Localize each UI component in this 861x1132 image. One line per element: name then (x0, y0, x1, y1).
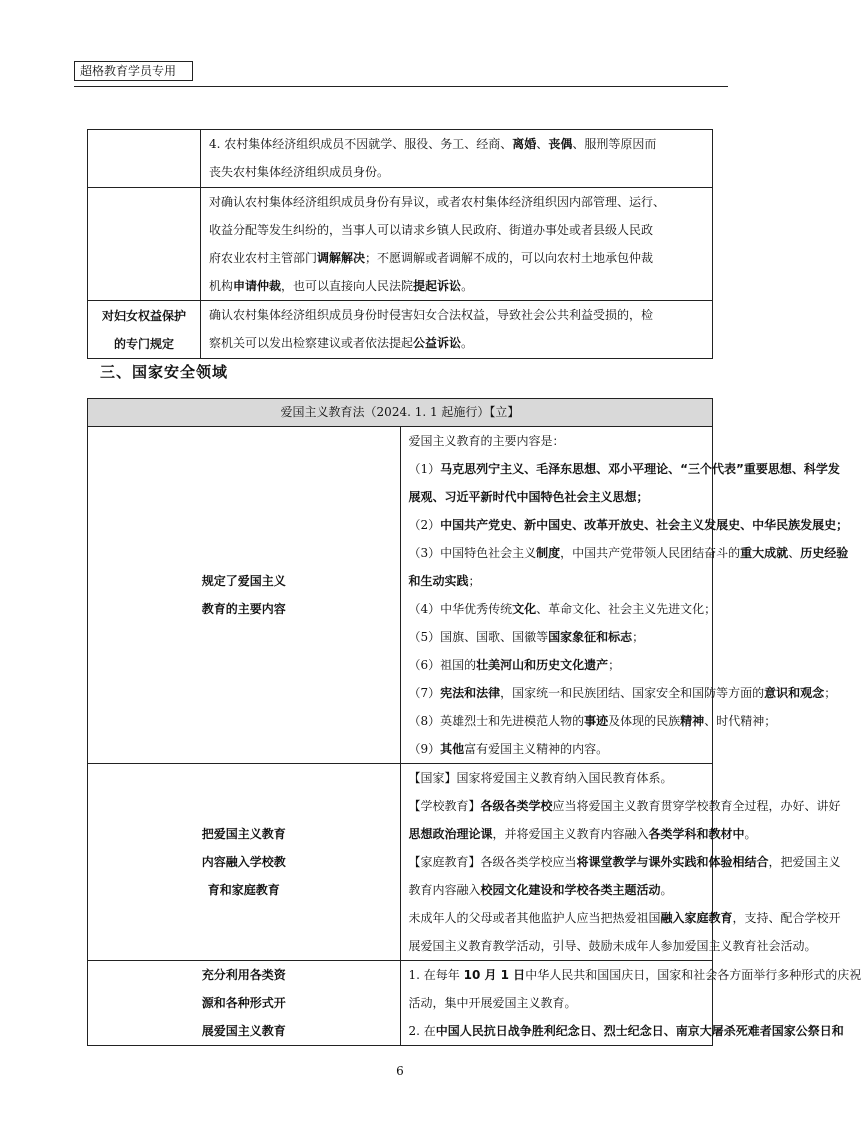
label-line: 教育的主要内容 (201, 602, 286, 616)
text-line (408, 455, 840, 483)
text-run: ； (468, 574, 481, 588)
text-run: 富有爱国主义精神的内容。 (464, 742, 609, 756)
bold-text: 事迹 (584, 714, 609, 728)
table-row (88, 427, 713, 764)
section-heading: 三、国家安全领域 (100, 363, 229, 381)
text-line (209, 244, 706, 272)
text-line (408, 539, 849, 567)
text-line (409, 483, 707, 511)
label-line: 对妇女权益保护 (101, 308, 186, 323)
text-run: 确认农村集体经济组织成员身份时侵害妇女合法权益，导致社会公共利益受损的，检 (209, 308, 654, 322)
text-run: 。 (660, 883, 673, 897)
text-run: （5）国旗、国歌、国徽等 (408, 630, 549, 644)
text-run: 、时代精神； (704, 714, 777, 728)
text-run: ，国家统一和民族团结、国家安全和国防等方面的 (500, 686, 765, 700)
row-content (400, 427, 849, 764)
bold-text: 各级各类学校 (480, 799, 553, 813)
bold-text: 其他 (440, 742, 465, 756)
bold-text: 制度 (536, 546, 561, 560)
text-run: 爱国主义教育的主要内容是： (408, 434, 565, 448)
text-run: ，并将爱国主义教育内容融入 (492, 827, 649, 841)
text-run: 、 (788, 546, 801, 560)
bold-text: 重大成就 (740, 546, 789, 560)
text-run: 对确认农村集体经济组织成员身份有异议，或者农村集体经济组织因内部管理、运行、 (209, 195, 666, 209)
bold-text: 调解解决 (317, 251, 366, 265)
row-label (88, 130, 201, 188)
label-line: 把爱国主义教育 (201, 827, 286, 841)
text-line (408, 848, 841, 876)
text-run: ； (608, 658, 621, 672)
bold-text: 展观、习近平新时代中国特色社会主义思想； (408, 490, 649, 504)
text-run: （1） (408, 462, 441, 476)
label-line: 的专门规定 (113, 336, 174, 351)
bold-text: 校园文化建设和学校各类主题活动 (480, 883, 661, 897)
text-run: ，中国共产党带领人民团结奋斗的 (560, 546, 741, 560)
text-run: （6）祖国的 (408, 658, 477, 672)
text-run: 、 (536, 137, 549, 151)
text-run: 府农业农村主管部门 (209, 251, 318, 265)
bold-text: 国家象征和标志 (548, 630, 633, 644)
text-run: 活动，集中开展爱国主义教育。 (408, 996, 577, 1010)
text-run: 及体现的民族 (608, 714, 681, 728)
text-line (409, 764, 707, 792)
text-run: 展爱国主义教育教学活动，引导、鼓励未成年人参加爱国主义教育社会活动。 (408, 939, 817, 953)
bold-text: 10 月 1 日 (463, 968, 526, 982)
text-line (409, 651, 707, 679)
text-run: 应当将爱国主义教育贯穿学校教育全过程，办好、讲好 (552, 799, 841, 813)
text-run: 【家庭教育】各级各类学校应当 (408, 855, 577, 869)
text-run: 。 (744, 827, 757, 841)
text-run: 机构 (209, 279, 234, 293)
text-run: 2. 在 (408, 1024, 436, 1038)
table-row (88, 764, 713, 961)
text-line (409, 427, 707, 455)
text-line (409, 989, 707, 1017)
document-header-label: 超格教育学员专用 (74, 61, 193, 81)
table-row (88, 961, 713, 1046)
text-run: 中华人民共和国国庆日，国家和社会各方面举行多种形式的庆祝 (525, 968, 861, 982)
row-label (88, 764, 401, 961)
bold-text: 思想政治理论课 (408, 827, 493, 841)
text-run: ，也可以直接向人民法院 (281, 279, 414, 293)
row-content (201, 188, 713, 301)
header-rule (74, 86, 728, 87)
table-row (88, 188, 713, 301)
label-line: 源和各种形式开 (201, 996, 286, 1010)
text-line (408, 679, 837, 707)
bold-text: 中国人民抗日战争胜利纪念日、烈士纪念日、南京大屠杀死难者国家公祭日和 (435, 1024, 844, 1038)
text-run: 察机关可以发出检察建议或者依法提起 (209, 336, 414, 350)
text-run: 1. 在每年 (408, 968, 464, 982)
text-run: 。 (461, 336, 474, 350)
text-line (209, 188, 706, 216)
text-line (209, 158, 706, 186)
label-line: 内容融入学校教 (201, 855, 286, 869)
text-line (209, 329, 706, 357)
text-run: （7） (408, 686, 441, 700)
label-line: 规定了爱国主义 (201, 574, 286, 588)
text-run: 未成年人的父母或者其他监护人应当把热爱祖国 (408, 911, 661, 925)
row-label (88, 427, 401, 764)
text-run: （3）中国特色社会主义 (408, 546, 537, 560)
text-run: 【国家】国家将爱国主义教育纳入国民教育体系。 (408, 771, 673, 785)
text-run: 收益分配等发生纠纷的，当事人可以请求乡镇人民政府、街道办事处或者县级人民政 (209, 223, 654, 237)
text-line (408, 595, 717, 623)
row-label (88, 961, 401, 1046)
patriotic-education-table (87, 398, 861, 1046)
row-content (201, 130, 713, 188)
bold-text: 马克思列宁主义、毛泽东思想、邓小平理论、“三个代表”重要思想、科学发 (440, 462, 840, 476)
label-line: 育和家庭教育 (207, 883, 280, 897)
text-run: 4. 农村集体经济组织成员不因就学、服役、务工、经商、 (209, 137, 513, 151)
text-line (408, 511, 849, 539)
bold-text: 申请仲裁 (233, 279, 282, 293)
text-line (209, 272, 706, 300)
text-line (409, 567, 707, 595)
bold-text: 离婚 (512, 137, 537, 151)
table-title: 爱国主义教育法（2024. 1. 1 起施行）【立】 (88, 399, 713, 427)
text-line (408, 707, 777, 735)
text-run: ； (824, 686, 837, 700)
text-run: （8）英雄烈士和先进模范人物的 (408, 714, 585, 728)
bold-text: 公益诉讼 (413, 336, 462, 350)
text-run: （4）中华优秀传统 (408, 602, 513, 616)
row-label (88, 301, 201, 359)
text-run: ； (632, 630, 645, 644)
text-run: 、服刑等原因而 (572, 137, 657, 151)
text-run: ，支持、配合学校开 (732, 911, 841, 925)
text-run: （9） (408, 742, 441, 756)
bold-text: 和生动实践 (408, 574, 469, 588)
rural-collective-table (87, 129, 713, 359)
bold-text: 提起诉讼 (413, 279, 462, 293)
text-line (408, 904, 841, 932)
bold-text: 宪法和法律 (440, 686, 501, 700)
text-run: （2） (408, 518, 441, 532)
table-row (88, 130, 713, 188)
text-line (408, 961, 861, 989)
row-label (88, 188, 201, 301)
table-title-row (88, 399, 713, 427)
bold-text: 各类学科和教材中 (648, 827, 745, 841)
text-line (409, 876, 707, 904)
text-line (409, 735, 707, 763)
row-content (400, 961, 861, 1046)
text-line (209, 301, 706, 329)
bold-text: 历史经验 (800, 546, 849, 560)
text-run: 【学校教育】 (408, 799, 481, 813)
label-line: 展爱国主义教育 (201, 1024, 286, 1038)
bold-text: 将课堂教学与课外实践和体验相结合 (576, 855, 769, 869)
text-run: 。 (461, 279, 474, 293)
text-line (408, 792, 841, 820)
text-line (408, 932, 817, 960)
text-line (409, 623, 707, 651)
page-number: 6 (396, 1064, 404, 1078)
table-row (88, 301, 713, 359)
bold-text: 意识和观念 (764, 686, 825, 700)
text-line (408, 820, 757, 848)
row-content (400, 764, 841, 961)
bold-text: 文化 (512, 602, 537, 616)
label-line: 充分利用各类资 (201, 968, 286, 982)
row-content (201, 301, 713, 359)
text-run: 丧失农村集体经济组织成员身份。 (209, 165, 390, 179)
bold-text: 丧偶 (548, 137, 573, 151)
bold-text: 中国共产党史、新中国史、改革开放史、社会主义发展史、中华民族发展史； (440, 518, 849, 532)
bold-text: 壮美河山和历史文化遗产 (476, 658, 609, 672)
bold-text: 融入家庭教育 (660, 911, 733, 925)
text-run: 教育内容融入 (408, 883, 481, 897)
text-run: ，把爱国主义 (768, 855, 841, 869)
text-line (209, 216, 706, 244)
text-run: 、革命文化、社会主义先进文化； (536, 602, 717, 616)
text-line (408, 1017, 844, 1045)
text-line (209, 130, 706, 158)
text-run: ；不愿调解或者调解不成的，可以向农村土地承包仲裁 (365, 251, 654, 265)
bold-text: 精神 (680, 714, 705, 728)
